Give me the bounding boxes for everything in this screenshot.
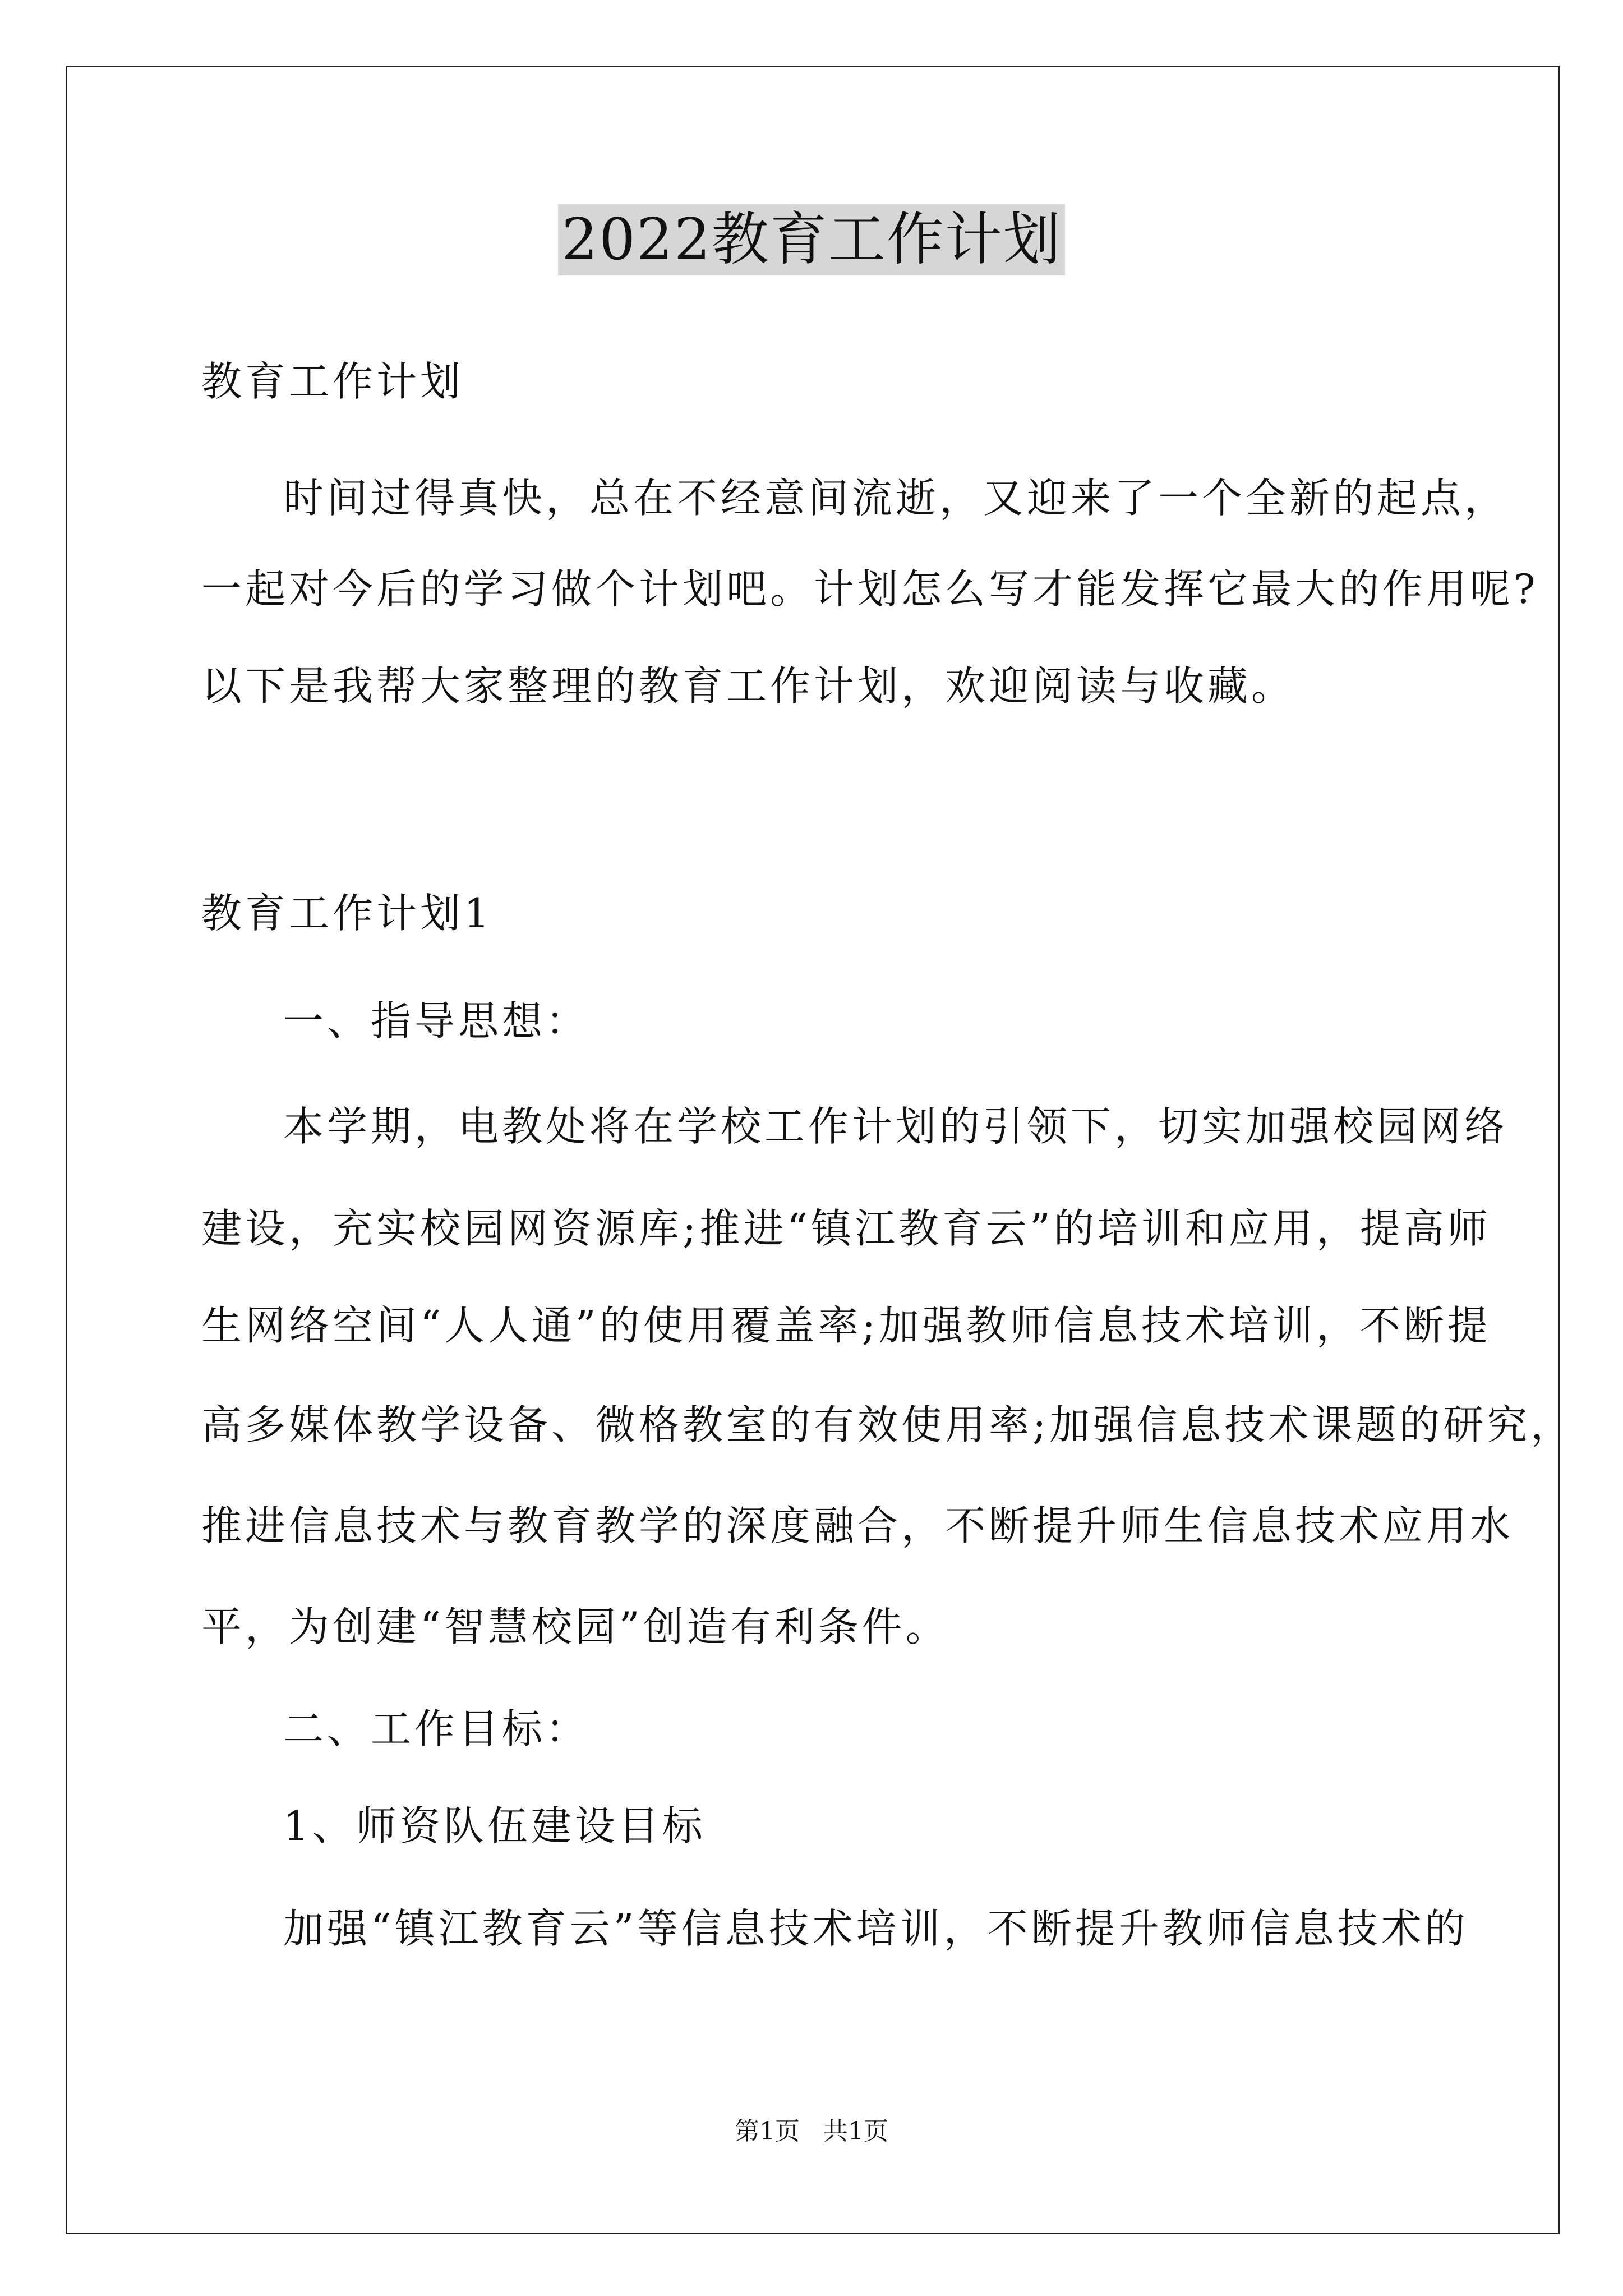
guiding-line-6: 平，为创建“智慧校园”创造有利条件。 [201,1603,949,1650]
goal1-line-1: 加强“镇江教育云”等信息技术培训，不断提升教师信息技术的 [283,1905,1469,1952]
intro-line-1: 时间过得真快，总在不经意间流逝，又迎来了一个全新的起点， [283,475,1509,522]
intro-line-2: 一起对今后的学习做个计划吧。计划怎么写才能发挥它最大的作用呢? [201,565,1539,613]
guiding-line-5: 推进信息技术与教育教学的深度融合，不断提升师生信息技术应用水 [201,1502,1514,1549]
section-heading: 教育工作计划1 [201,890,493,937]
guiding-line-1: 本学期，电教处将在学校工作计划的引领下，切实加强校园网络 [283,1103,1509,1150]
document-title-text: 2022教育工作计划 [558,204,1065,275]
goal1-heading: 1、师资队伍建设目标 [283,1802,706,1849]
guiding-heading: 一、指导思想： [283,997,590,1045]
guiding-line-3: 生网络空间“人人通”的使用覆盖率;加强教师信息技术培训，不断提 [201,1302,1491,1349]
document-title [0,203,1623,277]
page-footer: 第1页 共1页 [735,2117,888,2146]
guiding-line-4: 高多媒体教学设备、微格教室的有效使用率;加强信息技术课题的研究， [201,1401,1575,1448]
document-subtitle: 教育工作计划 [201,358,464,405]
goals-heading: 二、工作目标： [283,1705,590,1752]
intro-line-3: 以下是我帮大家整理的教育工作计划，欢迎阅读与收藏。 [201,662,1295,710]
guiding-line-2: 建设，充实校园网资源库;推进“镇江教育云”的培训和应用，提高师 [201,1205,1491,1252]
